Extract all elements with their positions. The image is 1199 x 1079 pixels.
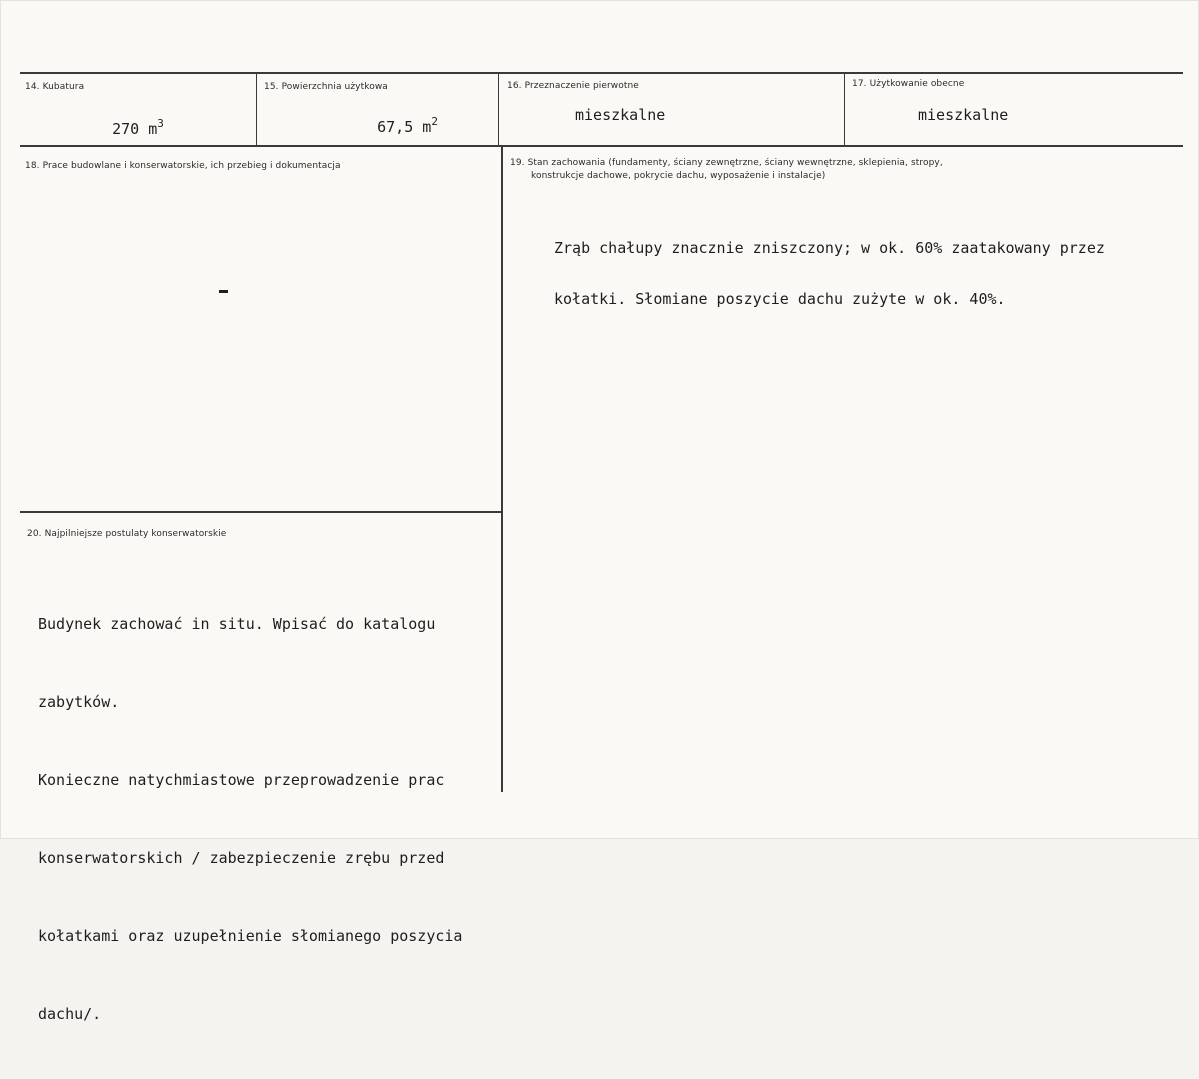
main-column-divider [501, 147, 503, 792]
field-19-text [554, 206, 1105, 342]
field-20-line: zabytków. [38, 693, 120, 711]
field-15-label: 15. Powierzchnia użytkowa [264, 82, 388, 92]
field-20-label: 20. Najpilniejsze postulaty konserwatorskie [27, 529, 227, 539]
field-20-line: konserwatorskich / zabezpieczenie zrębu przed [38, 849, 445, 867]
field-20-line: Konieczne natychmiastowe przeprowadzenie prac [38, 771, 445, 789]
field-17-value: mieszkalne [918, 106, 1009, 124]
top-rule [20, 72, 1183, 74]
field-19-line: Zrąb chałupy znacznie zniszczony; w ok. 60% zaatakowany przez [554, 239, 1105, 257]
field-14-value-text: 270 m [112, 120, 158, 138]
field-20-line: kołatkami oraz uzupełnienie słomianego poszycia [38, 927, 463, 945]
field-15-unit-exponent: 2 [431, 115, 438, 128]
field-14-label: 14. Kubatura [25, 82, 85, 92]
field-15-value [341, 102, 438, 154]
field-20-text [38, 559, 462, 1079]
field-16-value: mieszkalne [575, 106, 666, 124]
divider-15-16 [498, 74, 499, 146]
field-19-label-line2: konstrukcje dachowe, pokrycie dachu, wyposażenie i instalacje) [531, 171, 826, 181]
field-19-label-line1: 19. Stan zachowania (fundamenty, ściany zewnętrzne, ściany wewnętrzne, sklepienia, stropy, [510, 158, 943, 168]
field-14-unit-exponent: 3 [157, 117, 164, 130]
field-20-line: dachu/. [38, 1005, 102, 1023]
field-18-value-dash [219, 290, 228, 293]
field-15-value-text: 67,5 m [377, 118, 432, 136]
divider-14-15 [256, 74, 257, 146]
divider-16-17 [844, 74, 845, 146]
field-19-line: kołatki. Słomiane poszycie dachu zużyte w ok. 40%. [554, 290, 1006, 308]
field-16-label: 16. Przeznaczenie pierwotne [507, 81, 639, 91]
field-18-label: 18. Prace budowlane i konserwatorskie, ich przebieg i dokumentacja [25, 161, 341, 171]
row1-bottom-rule [20, 145, 1183, 147]
field-20-line: Budynek zachować in situ. Wpisać do katalogu [38, 615, 436, 633]
field-14-value [76, 104, 164, 156]
section18-bottom-rule [20, 511, 502, 513]
field-17-label: 17. Użytkowanie obecne [852, 79, 965, 89]
